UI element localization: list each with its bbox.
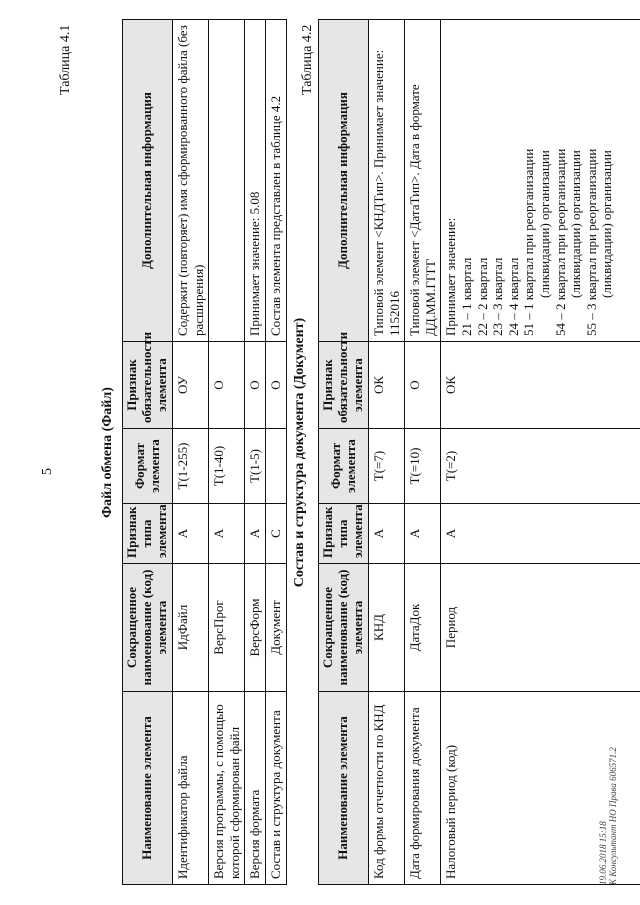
table-4-2-title: Состав и структура документа (Документ) [292,317,307,588]
table-cell: Т(1-5) [245,429,266,504]
print-stamp-date: 19.06.2018 15:18 [598,821,608,885]
period-value: (ликвидации) организации [568,150,584,298]
table-cell: А [173,504,209,564]
table-4-1-header: Признак обязательности элемента [123,342,173,429]
table-4-2 [318,19,640,885]
table-cell: О [209,342,245,429]
period-value: 51 – 1 квартал при реорганизации [521,148,537,336]
table-4-1-header: Дополнительная информация [123,20,173,342]
print-stamp-source: К Консультант НО Права 606571.2 [608,747,619,885]
table-4-2-header: Наименование элемента [319,692,369,885]
table-cell: Документ [265,564,286,692]
table-4-2-header-row [319,20,369,885]
table-cell: О [265,342,286,429]
table-cell: А [245,504,266,564]
table-cell: КНД [369,564,405,692]
table-cell: О [405,342,441,429]
table-4-2-header: Сокращенное наименование (код) элемента [319,564,369,692]
table-cell: Состав элемента представлен в таблице 4.2 [265,20,286,342]
table-cell: Т(=10) [405,429,441,504]
table-cell: Дата формирования документа [405,692,441,885]
table-cell: Т(1-40) [209,429,245,504]
period-value: 23 – 3 квартал [490,257,506,336]
table-4-1 [122,19,287,885]
period-value: 55 – 3 квартал при реорганизации [583,148,599,336]
table-cell: А [209,504,245,564]
table-cell: С [265,504,286,564]
table-4-2-header: Дополнительная информация [319,20,369,342]
table-cell: ДатаДок [405,564,441,692]
table-4-1-label: Таблица 4.1 [58,24,73,95]
period-value: (ликвидации) организации [536,150,552,298]
table-4-1-header: Наименование элемента [123,692,173,885]
table-4-2-header: Формат элемента [319,429,369,504]
table-row [245,20,266,885]
table-cell: А [405,504,441,564]
table-4-1-header: Признак типа элемента [123,504,173,564]
table-row [405,20,441,885]
table-cell: Идентификатор файла [173,692,209,885]
table-row [265,20,286,885]
table-cell: О [245,342,266,429]
table-cell: ВерсПрог [209,564,245,692]
table-cell: А [441,504,640,564]
table-cell: Налоговый период (код) [441,692,640,885]
table-4-1-title: Файл обмена (Файл) [100,387,115,518]
page-number: 5 [40,468,55,475]
table-cell: Версия формата [245,692,266,885]
period-value: 54 – 2 квартал при реорганизации [552,148,568,336]
table-4-1-header-row [123,20,173,885]
table-cell: Типовой элемент <КНДТип>. Принимает значение: 1152016 [369,20,405,342]
period-value: (ликвидации) организации [599,150,615,298]
period-value: 24 – 4 квартал [505,257,521,336]
table-cell [265,429,286,504]
table-cell: Содержит (повторяет) имя сформированного файла (без расширения) [173,20,209,342]
period-info-cell [441,20,640,342]
table-cell [209,20,245,342]
table-cell: А [369,504,405,564]
table-cell: Версия программы, с помощью которой сформирован файл [209,692,245,885]
period-values-list [459,25,615,336]
table-4-2-header: Признак обязательности элемента [319,342,369,429]
print-stamp [598,747,619,885]
table-4-1-header: Сокращенное наименование (код) элемента [123,564,173,692]
period-value: 22 – 2 квартал [474,257,490,336]
table-cell: Состав и структура документа [265,692,286,885]
table-cell: ИдФайл [173,564,209,692]
table-cell: ОК [441,342,640,429]
table-cell: Код формы отчетности по КНД [369,692,405,885]
table-row [209,20,245,885]
table-4-2-label: Таблица 4.2 [300,24,315,95]
table-cell: Период [441,564,640,692]
table-cell: ОК [369,342,405,429]
table-4-1-header: Формат элемента [123,429,173,504]
table-cell: Типовой элемент <ДатаТип>. Дата в формате ДД.ММ.ГГГГ [405,20,441,342]
table-row [369,20,405,885]
table-cell: Т(=7) [369,429,405,504]
table-cell: ВерсФорм [245,564,266,692]
table-cell: ОУ [173,342,209,429]
table-4-2-header: Признак типа элемента [319,504,369,564]
period-value: 21 – 1 квартал [458,257,474,336]
period-info-intro: Принимает значение: [443,217,459,336]
table-cell: Т(1-255) [173,429,209,504]
table-cell: Т(=2) [441,429,640,504]
table-row [173,20,209,885]
table-cell: Принимает значение: 5.08 [245,20,266,342]
